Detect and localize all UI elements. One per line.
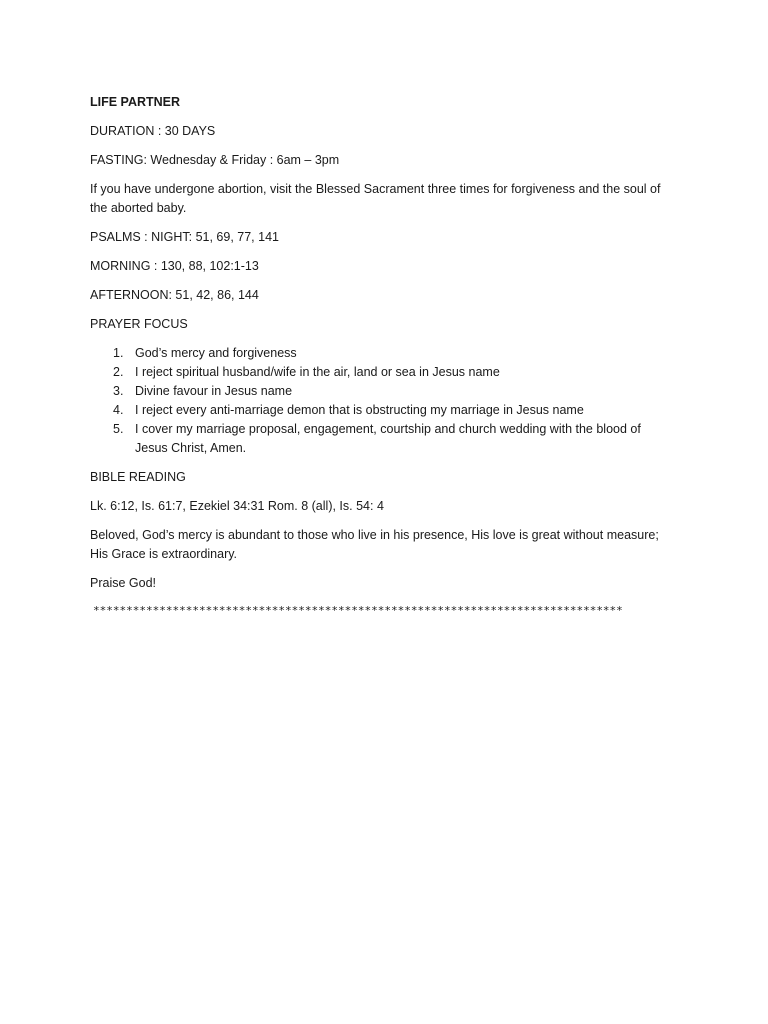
list-item-number: 5.: [113, 422, 124, 436]
list-item-text: God’s mercy and forgiveness: [135, 346, 297, 360]
fasting-line: FASTING: Wednesday & Friday : 6am – 3pm: [90, 153, 340, 167]
list-item-text: I reject every anti-marriage demon that is obstructing my marriage in Jesus name: [135, 403, 584, 417]
bible-reading-heading: BIBLE READING: [90, 470, 186, 484]
list-item: [90, 420, 672, 458]
asterisk-divider: ********************************************************************************: [93, 604, 623, 617]
document-title: LIFE PARTNER: [90, 95, 181, 109]
bible-reading-references: Lk. 6:12, Is. 61:7, Ezekiel 34:31 Rom. 8 (all), Is. 54: 4: [90, 499, 384, 513]
prayer-focus-heading: PRAYER FOCUS: [90, 317, 188, 331]
list-item-number: 3.: [113, 384, 124, 398]
list-item: [90, 344, 672, 363]
list-item: [90, 363, 672, 382]
abortion-note: If you have undergone abortion, visit the Blessed Sacrament three times for forgiveness and the soul of the aborted baby.: [90, 182, 661, 215]
morning-line: MORNING : 130, 88, 102:1-13: [90, 259, 259, 273]
list-item-text: I cover my marriage proposal, engagement, courtship and church wedding with the blood of Jesus Christ, Amen.: [135, 422, 641, 455]
list-item: [90, 401, 672, 420]
afternoon-line: AFTERNOON: 51, 42, 86, 144: [90, 288, 259, 302]
praise-line: Praise God!: [90, 576, 157, 590]
list-item-text: I reject spiritual husband/wife in the air, land or sea in Jesus name: [135, 365, 500, 379]
prayer-focus-list: [90, 344, 672, 458]
psalms-night-line: PSALMS : NIGHT: 51, 69, 77, 141: [90, 230, 279, 244]
list-item-number: 2.: [113, 365, 124, 379]
list-item-number: 1.: [113, 346, 124, 360]
closing-paragraph: Beloved, God’s mercy is abundant to those who live in his presence, His love is great without measure; His Grace is extraordinary.: [90, 528, 659, 561]
list-item-text: Divine favour in Jesus name: [135, 384, 293, 398]
list-item: [90, 382, 672, 401]
duration-line: DURATION : 30 DAYS: [90, 124, 216, 138]
list-item-number: 4.: [113, 403, 124, 417]
